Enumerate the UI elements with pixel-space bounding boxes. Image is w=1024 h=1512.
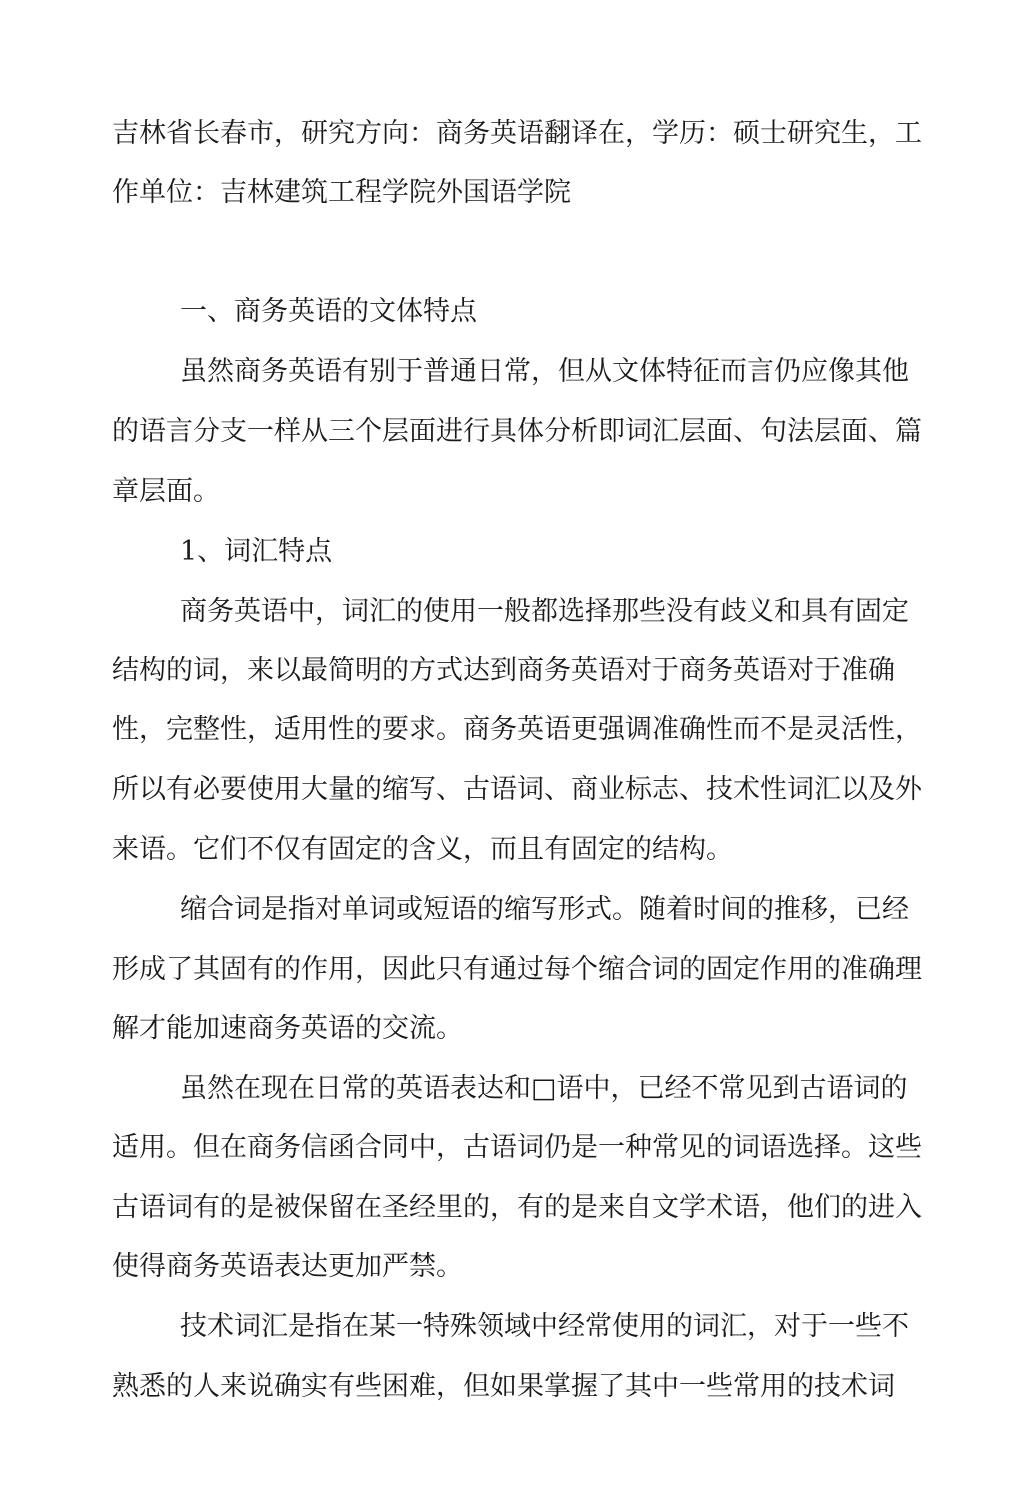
- paragraph-line: 性，完整性，适用性的要求。商务英语更强调准确性而不是灵活性，: [112, 714, 922, 745]
- paragraph-line: 所以有必要使用大量的缩写、古语词、商业标志、技术性词汇以及外: [112, 774, 922, 805]
- paragraph-line: 古语词有的是被保留在圣经里的，有的是来自文学术语，他们的进入: [112, 1192, 922, 1223]
- subsection-heading: 1、词汇特点: [180, 536, 333, 567]
- author-note-line: 吉林省长春市，研究方向：商务英语翻译在，学历：硕士研究生，工: [112, 118, 922, 149]
- paragraph-line: 的语言分支一样从三个层面进行具体分析即词汇层面、句法层面、篇: [112, 416, 922, 447]
- paragraph-line: 形成了其固有的作用，因此只有通过每个缩合词的固定作用的准确理: [112, 954, 922, 985]
- author-note-line: 作单位：吉林建筑工程学院外国语学院: [112, 177, 571, 208]
- paragraph-line: 虽然商务英语有别于普通日常，但从文体特征而言仍应像其他: [180, 356, 909, 387]
- paragraph-line: 章层面。: [112, 476, 220, 507]
- paragraph-line: 使得商务英语表达更加严禁。: [112, 1251, 463, 1282]
- paragraph-line: 虽然在现在日常的英语表达和□语中，已经不常见到古语词的: [180, 1073, 908, 1104]
- paragraph-line: 结构的词，来以最简明的方式达到商务英语对于商务英语对于准确: [112, 655, 895, 686]
- paragraph-line: 解才能加速商务英语的交流。: [112, 1013, 463, 1044]
- paragraph-line: 技术词汇是指在某一特殊领域中经常使用的词汇，对于一些不: [180, 1311, 909, 1342]
- section-heading: 一、商务英语的文体特点: [180, 296, 477, 327]
- paragraph-line: 缩合词是指对单词或短语的缩写形式。随着时间的推移，已经: [180, 894, 909, 925]
- paragraph-line: 适用。但在商务信函合同中，古语词仍是一种常见的词语选择。这些: [112, 1132, 922, 1163]
- paragraph-line: 商务英语中，词汇的使用一般都选择那些没有歧义和具有固定: [180, 596, 909, 627]
- paragraph-line: 来语。它们不仅有固定的含义，而且有固定的结构。: [112, 834, 733, 865]
- paragraph-line: 熟悉的人来说确实有些困难，但如果掌握了其中一些常用的技术词: [112, 1371, 895, 1402]
